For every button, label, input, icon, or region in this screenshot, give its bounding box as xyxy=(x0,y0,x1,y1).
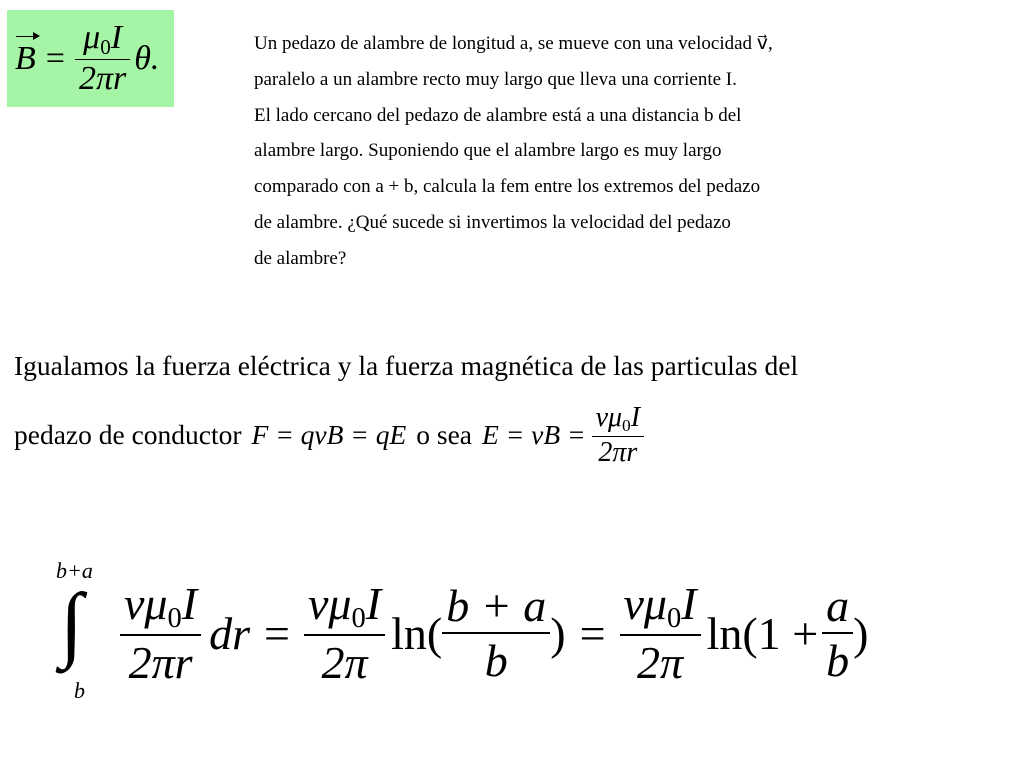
electric-field-fraction xyxy=(592,402,645,469)
coefficient-fraction xyxy=(304,577,385,690)
coefficient-fraction xyxy=(620,577,701,690)
problem-line: paralelo a un alambre recto muy largo que lleva una corriente I. xyxy=(254,68,737,90)
upper-limit: b+a xyxy=(56,558,93,583)
mu-i-over-2pi-r-fraction xyxy=(75,19,130,99)
frac-numerator: vμ xyxy=(307,577,352,629)
mu-subscript: 0 xyxy=(351,602,366,634)
lower-limit: b xyxy=(74,678,85,703)
explanation-line-1: Igualamos la fuerza eléctrica y la fuerza magnética de las particulas del xyxy=(14,350,799,381)
current-symbol: I xyxy=(110,18,123,56)
integral-sign: ∫ xyxy=(60,577,84,670)
frac-denominator: 2πr xyxy=(598,436,638,468)
frac-denominator: 2π xyxy=(637,637,684,689)
problem-line: comparado con a + b, calcula la fem entre los extremos del pedazo xyxy=(254,176,761,198)
force-equation: F = qvB = qE xyxy=(251,419,407,451)
equals-sign: = xyxy=(264,607,290,659)
frac-denominator: b xyxy=(826,635,850,686)
frac-numerator: vμ xyxy=(595,402,623,433)
mu-subscript: 0 xyxy=(667,602,682,634)
problem-line: El lado cercano del pedazo de alambre está a una distancia b del xyxy=(254,104,742,126)
current-symbol: I xyxy=(681,577,697,629)
current-symbol: I xyxy=(365,577,382,629)
mu-subscript: 0 xyxy=(100,34,111,59)
problem-line: de alambre. ¿Qué sucede si invertimos la velocidad del pedazo xyxy=(254,211,731,233)
explanation-line-2 xyxy=(14,402,644,469)
current-symbol: I xyxy=(630,402,641,433)
problem-statement xyxy=(254,26,954,277)
denominator-2pi-r: 2πr xyxy=(78,60,127,98)
mu-subscript: 0 xyxy=(167,602,182,634)
a-over-b-fraction xyxy=(822,579,853,687)
problem-line: Un pedazo de alambre de longitud a, se mueve con una velocidad v⃗, xyxy=(254,33,773,54)
equals-sign: = xyxy=(579,607,606,659)
mu-subscript: 0 xyxy=(622,415,631,435)
ln-open: ln( xyxy=(391,607,443,659)
emf-integral-equation xyxy=(56,558,869,708)
problem-line: alambre largo. Suponiendo que el alambre largo es muy largo xyxy=(254,140,722,162)
differential-dr: dr xyxy=(209,607,251,659)
theta-symbol: θ. xyxy=(134,39,160,77)
frac-numerator: b + a xyxy=(446,580,547,631)
mu-symbol: μ xyxy=(83,18,101,56)
field-equation: E = vB = xyxy=(482,419,586,451)
log-argument-fraction xyxy=(442,579,550,687)
biot-savart-formula-box xyxy=(7,10,174,107)
frac-denominator: 2πr xyxy=(128,637,193,689)
ln-close: ) xyxy=(853,607,869,659)
problem-line: de alambre? xyxy=(254,247,347,269)
equals-sign: = xyxy=(45,39,65,77)
frac-denominator: 2π xyxy=(321,637,368,689)
frac-denominator: b xyxy=(484,635,508,686)
frac-numerator: a xyxy=(826,580,850,631)
ln-open: ln(1 + xyxy=(706,607,819,659)
explanation-text: pedazo de conductor xyxy=(14,419,242,451)
integrand-fraction xyxy=(120,577,201,690)
ln-close: ) xyxy=(550,607,566,659)
frac-numerator: vμ xyxy=(124,577,168,629)
frac-numerator: vμ xyxy=(623,577,668,629)
current-symbol: I xyxy=(181,577,198,629)
connector-text: o sea xyxy=(416,419,473,451)
field-b-vector: B xyxy=(15,39,36,77)
integral xyxy=(56,558,106,708)
